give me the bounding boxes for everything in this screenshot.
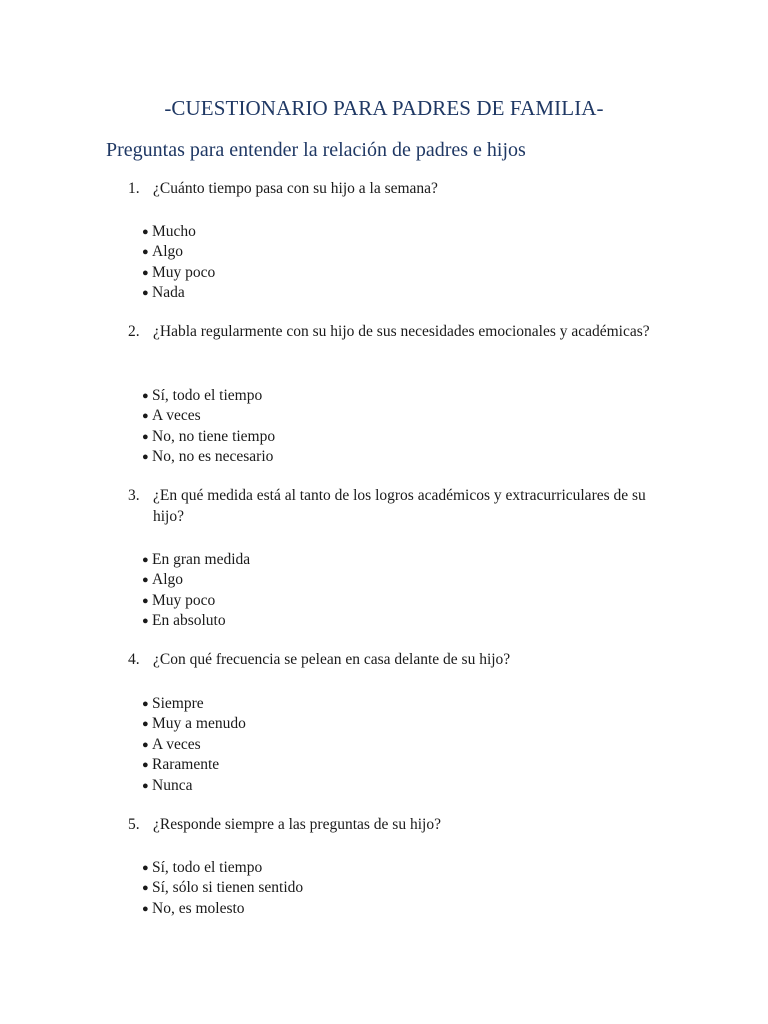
- answer-option: ● Muy poco: [142, 263, 215, 283]
- question-number: 2.: [128, 323, 140, 340]
- answer-option: ● Sí, sólo si tienen sentido: [142, 878, 303, 898]
- bullet-icon: ●: [142, 287, 149, 300]
- bullet-icon: ●: [142, 410, 149, 423]
- answer-options-5: [142, 858, 303, 919]
- answer-options-4: [142, 694, 246, 796]
- answer-option: ● No, no tiene tiempo: [142, 427, 275, 447]
- answer-option: ● Muy a menudo: [142, 714, 246, 734]
- answer-option: ● Siempre: [142, 694, 246, 714]
- question-text: ¿Responde siempre a las preguntas de su hijo?: [153, 816, 441, 833]
- question-2: [128, 321, 668, 342]
- question-4: [128, 649, 668, 670]
- question-text: ¿Cuánto tiempo pasa con su hijo a la semana?: [153, 180, 438, 197]
- answer-option: ● Muy poco: [142, 591, 250, 611]
- answer-option: ● Algo: [142, 242, 215, 262]
- bullet-icon: ●: [142, 554, 149, 566]
- answer-option: ● Sí, todo el tiempo: [142, 386, 275, 406]
- bullet-icon: ●: [142, 615, 149, 628]
- bullet-icon: ●: [142, 882, 149, 895]
- bullet-icon: ●: [142, 594, 149, 607]
- question-number: 4.: [128, 651, 140, 668]
- question-number: 1.: [128, 180, 140, 197]
- answer-option: ● A veces: [142, 406, 275, 426]
- question-3: [128, 485, 668, 527]
- question-number: 5.: [128, 816, 140, 833]
- question-text: ¿En qué medida está al tanto de los logros académicos y extracurriculares de su hijo?: [153, 487, 646, 525]
- answer-option: ● Raramente: [142, 755, 246, 775]
- answer-option: ● En gran medida: [142, 550, 250, 570]
- answer-option: ● En absoluto: [142, 611, 250, 631]
- answer-option: ● No, no es necesario: [142, 447, 275, 467]
- bullet-icon: ●: [142, 390, 149, 402]
- bullet-icon: ●: [142, 759, 149, 772]
- question-text: ¿Habla regularmente con su hijo de sus necesidades emocionales y académicas?: [153, 323, 650, 340]
- answer-options-2: [142, 386, 275, 468]
- bullet-icon: ●: [142, 718, 149, 731]
- bullet-icon: ●: [142, 430, 149, 443]
- bullet-icon: ●: [142, 779, 149, 792]
- answer-option: ● Nada: [142, 283, 215, 303]
- answer-option: ● Mucho: [142, 222, 215, 242]
- document-title: -CUESTIONARIO PARA PADRES DE FAMILIA-: [164, 96, 604, 120]
- bullet-icon: ●: [142, 266, 149, 279]
- answer-options-1: [142, 222, 215, 304]
- answer-option: ● Nunca: [142, 776, 246, 796]
- bullet-icon: ●: [142, 574, 149, 587]
- answer-option: ● No, es molesto: [142, 899, 303, 919]
- bullet-icon: ●: [142, 862, 149, 874]
- question-5: [128, 814, 668, 835]
- answer-options-3: [142, 550, 250, 632]
- question-text: ¿Con qué frecuencia se pelean en casa delante de su hijo?: [153, 651, 511, 668]
- bullet-icon: ●: [142, 226, 149, 238]
- question-number: 3.: [128, 487, 140, 504]
- bullet-icon: ●: [142, 738, 149, 751]
- answer-option: ● Algo: [142, 570, 250, 590]
- bullet-icon: ●: [142, 451, 149, 464]
- bullet-icon: ●: [142, 902, 149, 915]
- question-1: [128, 178, 668, 199]
- bullet-icon: ●: [142, 698, 149, 710]
- answer-option: ● Sí, todo el tiempo: [142, 858, 303, 878]
- bullet-icon: ●: [142, 246, 149, 259]
- document-subtitle: Preguntas para entender la relación de padres e hijos: [106, 139, 526, 161]
- answer-option: ● A veces: [142, 735, 246, 755]
